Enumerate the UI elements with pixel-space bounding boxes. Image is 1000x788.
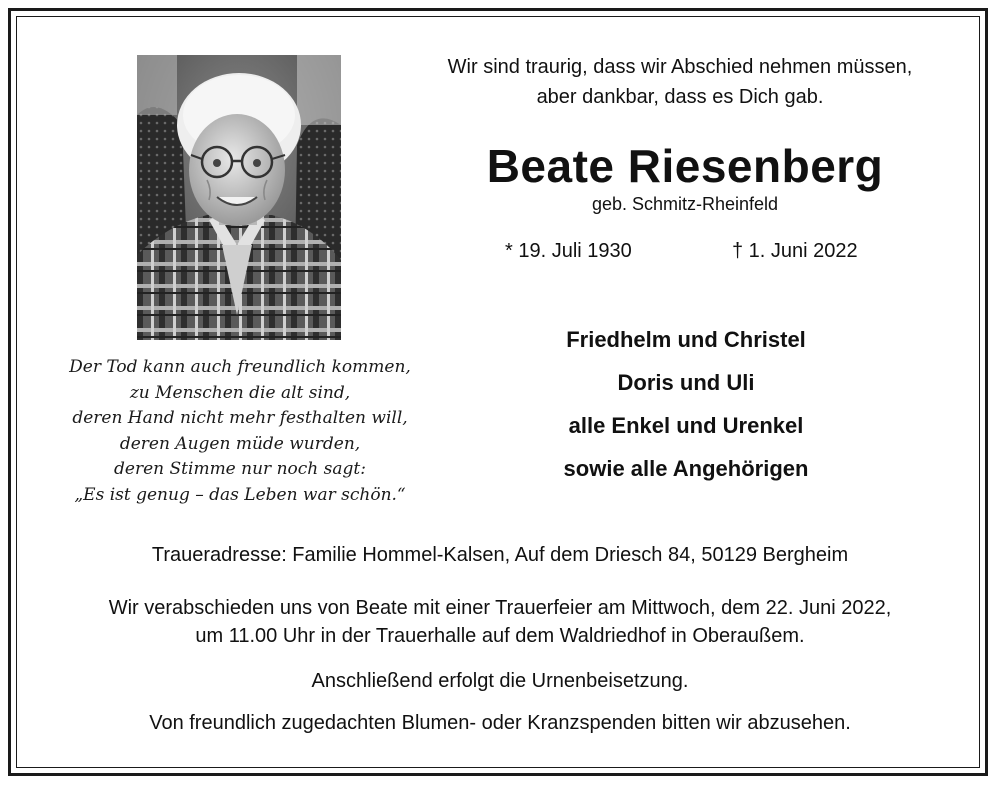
poem-line: zu Menschen die alt sind, <box>129 382 351 403</box>
deceased-name: Beate Riesenberg <box>486 140 884 192</box>
death-date: † 1. Juni 2022 <box>732 240 858 262</box>
mourner-item: Friedhelm und Christel <box>566 327 806 352</box>
poem-line: „Es ist genug – das Leben war schön.“ <box>74 484 406 505</box>
birth-date: * 19. Juli 1930 <box>505 240 632 262</box>
mourner-item: sowie alle Angehörigen <box>563 456 809 481</box>
maiden-name: geb. Schmitz-Rheinfeld <box>591 194 779 214</box>
ceremony-line-1: Wir verabschieden uns von Beate mit einer Trauerfeier am Mittwoch, dem 22. Juni 2022, <box>108 597 892 619</box>
mourner-item: alle Enkel und Urenkel <box>568 413 804 438</box>
poem-line: deren Hand nicht mehr festhalten will, <box>72 408 408 428</box>
poem <box>40 355 440 508</box>
intro-text <box>420 52 940 112</box>
burial-note: Anschließend erfolgt die Urnenbeisetzung. <box>311 670 689 692</box>
poem-line: Der Tod kann auch freundlich kommen, <box>69 357 411 377</box>
mourners-list <box>436 318 936 490</box>
poem-line: deren Stimme nur noch sagt: <box>114 459 366 479</box>
flowers-note: Von freundlich zugedachten Blumen- oder Kranzspenden bitten wir abzusehen. <box>149 712 851 734</box>
poem-line: deren Augen müde wurden, <box>119 433 361 454</box>
intro-line: Wir sind traurig, dass wir Abschied nehmen müssen, <box>447 56 913 78</box>
intro-line: aber dankbar, dass es Dich gab. <box>536 86 824 108</box>
portrait-photo <box>137 55 341 340</box>
mourner-item: Doris und Uli <box>617 370 755 395</box>
ceremony-line-2: um 11.00 Uhr in der Trauerhalle auf dem Waldriedhof in Oberaußem. <box>195 625 805 647</box>
mourning-address: Traueradresse: Familie Hommel-Kalsen, Auf dem Driesch 84, 50129 Bergheim <box>151 544 849 566</box>
